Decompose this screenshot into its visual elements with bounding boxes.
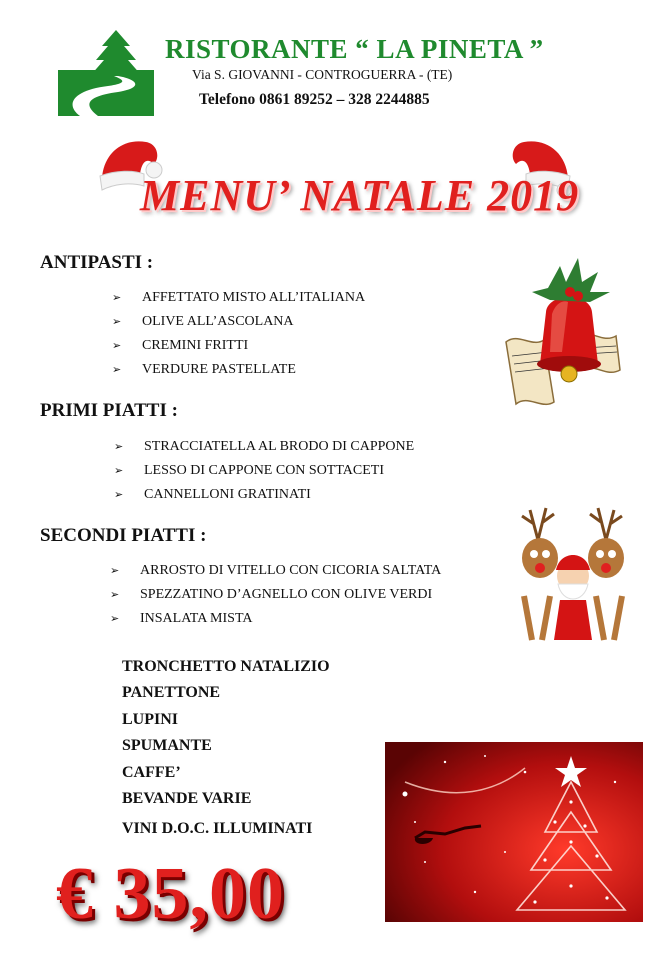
- secondi-list: [110, 559, 441, 631]
- antipasti-list: [112, 286, 365, 382]
- phone-numbers: Telefono 0861 89252 – 328 2244885: [199, 91, 430, 108]
- primi-list: [114, 435, 414, 507]
- section-heading-primi: PRIMI PIATTI :: [40, 400, 178, 421]
- list-item: LUPINI: [122, 710, 179, 728]
- list-item: ➢ AFFETTATO MISTO ALL’ITALIANA: [112, 286, 365, 310]
- list-item: TRONCHETTO NATALIZIO: [122, 658, 330, 675]
- list-item: ➢ CANNELLONI GRATINATI: [114, 483, 414, 507]
- list-item: VINI D.O.C. ILLUMINATI: [122, 820, 313, 838]
- arrow-bullet-icon: ➢: [114, 464, 124, 477]
- arrow-bullet-icon: ➢: [114, 440, 124, 453]
- section-heading-antipasti: ANTIPASTI :: [40, 252, 154, 273]
- list-item: ➢ OLIVE ALL’ASCOLANA: [112, 310, 365, 334]
- list-item: PANETTONE: [122, 684, 221, 702]
- list-item: ➢ SPEZZATINO D’AGNELLO CON OLIVE VERDI: [110, 583, 441, 607]
- extras-list: [122, 654, 330, 843]
- section-heading-secondi: SECONDI PIATTI :: [40, 525, 207, 546]
- list-item: ➢ INSALATA MISTA: [110, 607, 441, 631]
- pine-tree-logo-icon: [58, 30, 154, 116]
- arrow-bullet-icon: ➢: [110, 588, 120, 601]
- list-item: ➢ ARROSTO DI VITELLO CON CICORIA SALTATA: [110, 559, 441, 583]
- christmas-bell-icon: [498, 252, 626, 422]
- list-item: BEVANDE VARIE: [122, 789, 252, 807]
- address: Via S. GIOVANNI - CONTROGUERRA - (TE): [192, 67, 453, 82]
- list-item: ➢ CREMINI FRITTI: [112, 334, 365, 358]
- arrow-bullet-icon: ➢: [112, 291, 122, 304]
- arrow-bullet-icon: ➢: [112, 315, 122, 328]
- list-item: ➢ STRACCIATELLA AL BRODO DI CAPPONE: [114, 435, 414, 459]
- list-item: ➢ VERDURE PASTELLATE: [112, 358, 365, 382]
- arrow-bullet-icon: ➢: [114, 488, 124, 501]
- reindeer-santa-icon: [510, 500, 638, 650]
- menu-title: MENU’ NATALE 2019: [140, 171, 580, 220]
- list-item: ➢ LESSO DI CAPPONE CON SOTTACETI: [114, 459, 414, 483]
- restaurant-name: RISTORANTE “ LA PINETA ”: [165, 34, 544, 64]
- arrow-bullet-icon: ➢: [112, 363, 122, 376]
- list-item: SPUMANTE: [122, 737, 212, 755]
- list-item: CAFFE’: [122, 763, 181, 781]
- christmas-tree-card-icon: [385, 742, 643, 922]
- arrow-bullet-icon: ➢: [110, 612, 120, 625]
- arrow-bullet-icon: ➢: [112, 339, 122, 352]
- arrow-bullet-icon: ➢: [110, 564, 120, 577]
- price: € 35,00: [56, 853, 285, 935]
